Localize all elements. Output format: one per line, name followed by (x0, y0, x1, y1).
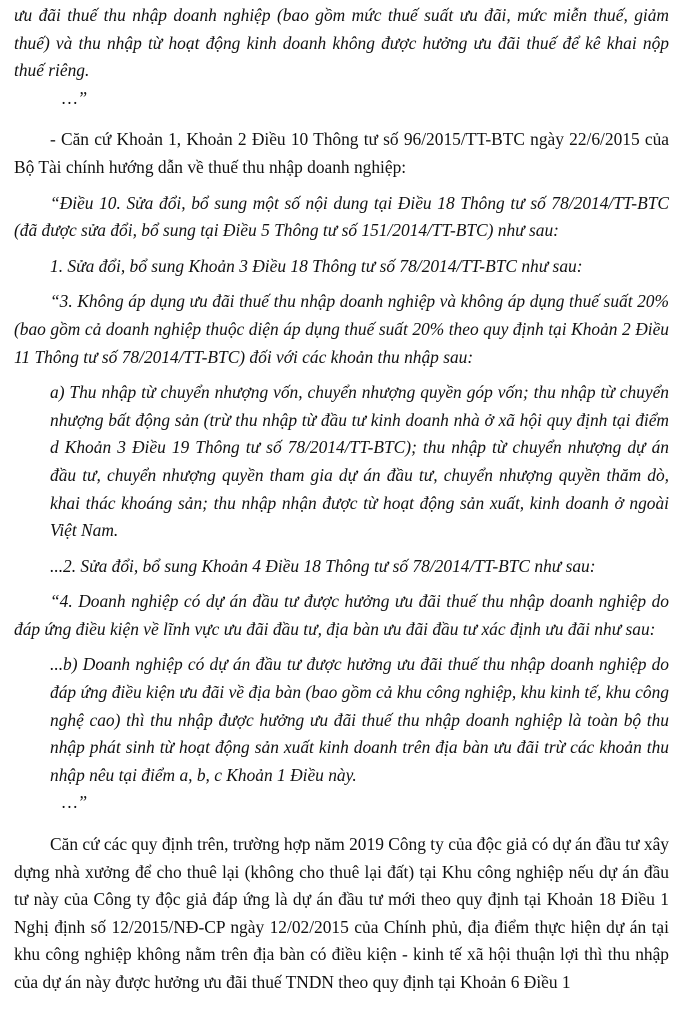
paragraph-amend-clause-3: 1. Sửa đổi, bổ sung Khoản 3 Điều 18 Thông tư số 78/2014/TT-BTC như sau: (50, 255, 583, 276)
paragraph-article-10: “Điều 10. Sửa đổi, bổ sung một số nội dung tại Điều 18 Thông tư số 78/2014/TT-BTC (đã được sửa đổi, bổ sung tại Điều 5 Thông tư số 151/2014/TT-BTC) như sau: (14, 192, 669, 241)
paragraph-point-b: ...b) Doanh nghiệp có dự án đầu tư được hưởng ưu đãi thuế thu nhập doanh nghiệp do đáp ứng điều kiện ưu đãi về địa bàn (bao gồm cả khu công nghiệp, khu kinh tế, khu công nghệ cao) thì thu nhập được hưởng ưu đãi thuế thu nhập doanh nghiệp là toàn bộ thu nhập phát sinh từ hoạt động sản xuất kinh doanh trên địa bàn ưu đãi trừ các khoản thu nhập nêu tại điểm a, b, c Khoản 1 Điều này. (50, 654, 669, 785)
paragraph-1: ưu đãi thuế thu nhập doanh nghiệp (bao gồm mức thuế suất ưu đãi, mức miễn thuế, giảm thuế) và thu nhập từ hoạt động kinh doanh không được hưởng ưu đãi thuế để kê khai nộp thuế riêng. (14, 5, 669, 81)
paragraph-conclusion: Căn cứ các quy định trên, trường hợp năm 2019 Công ty của độc giả có dự án đầu tư xây dựng nhà xưởng để cho thuê lại (không cho thuê lại đất) tại Khu công nghiệp nếu dự án đầu tư này của Công ty độc giả đáp ứng là dự án đầu tư mới theo quy định tại Khoản 18 Điều 1 Nghị định số 12/2015/NĐ-CP ngày 12/02/2015 của Chính phủ, địa điểm thực hiện dự án tại khu công nghiệp không nằm trên địa bàn có điều kiện - kinh tế xã hội thuận lợi thì thu nhập của dự án này được hưởng ưu đãi thuế TNDN theo quy định tại Khoản 6 Điều 1 (14, 834, 669, 992)
paragraph-clause-4: “4. Doanh nghiệp có dự án đầu tư được hưởng ưu đãi thuế thu nhập doanh nghiệp do đáp ứng điều kiện về lĩnh vực ưu đãi đầu tư, địa bàn ưu đãi đầu tư xác định ưu đãi như sau: (14, 591, 669, 639)
paragraph-point-a: a) Thu nhập từ chuyển nhượng vốn, chuyển nhượng quyền góp vốn; thu nhập từ chuyển nhượng bất động sản (trừ thu nhập từ đầu tư kinh doanh nhà ở xã hội quy định tại điểm d Khoản 3 Điều 19 Thông tư số 78/2014/TT-BTC); thu nhập từ chuyển nhượng dự án đầu tư, chuyển nhượng quyền tham gia dự án đầu tư, chuyển nhượng quyền thăm dò, khai thác khoáng sản; thu nhập nhận được từ hoạt động sản xuất, kinh doanh ở ngoài Việt Nam. (50, 382, 669, 541)
paragraph-legal-basis: - Căn cứ Khoản 1, Khoản 2 Điều 10 Thông tư số 96/2015/TT-BTC ngày 22/6/2015 của Bộ Tài chính hướng dẫn về thuế thu nhập doanh nghiệp: (14, 129, 669, 177)
paragraph-ellipsis-1: …” (62, 87, 88, 108)
paragraph-amend-clause-4: ...2. Sửa đổi, bổ sung Khoản 4 Điều 18 Thông tư số 78/2014/TT-BTC như sau: (50, 555, 596, 576)
paragraph-clause-3: “3. Không áp dụng ưu đãi thuế thu nhập doanh nghiệp và không áp dụng thuế suất 20% (bao gồm cả doanh nghiệp thuộc diện áp dụng thuế suất 20% theo quy định tại Khoản 2 Điều 11 Thông tư số 78/2014/TT-BTC) đối với các khoản thu nhập sau: (14, 291, 669, 367)
paragraph-ellipsis-2: …” (62, 792, 88, 813)
